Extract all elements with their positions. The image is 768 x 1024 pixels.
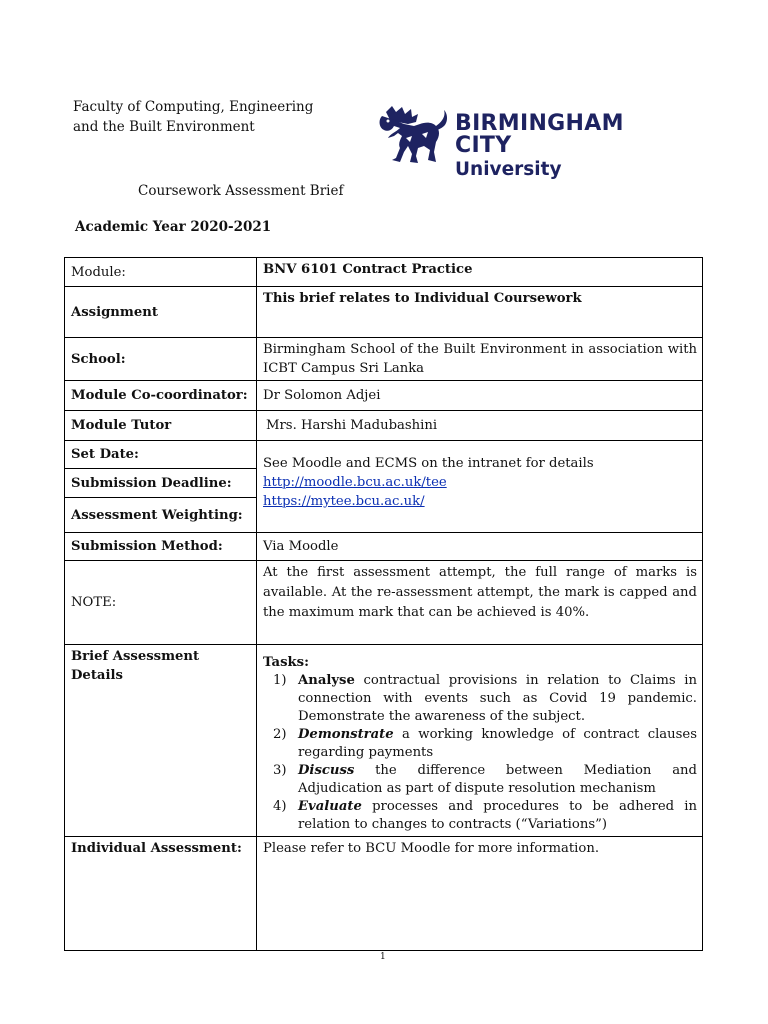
table-row-module [65,258,703,287]
document-title: Coursework Assessment Brief [138,183,344,199]
assignment-label: Assignment [65,287,257,338]
details-value [257,645,703,837]
individual-label: Individual Assessment: [65,837,257,951]
tutor-value-text: Mrs. Harshi Madubashini [266,418,438,433]
list-item [263,672,697,726]
note-label: NOTE: [65,561,257,645]
task-verb: Analyse [298,673,355,688]
list-item [263,798,697,834]
task-text: contractual provisions in relation to Claims in connection with events such as Covid 19 pandemic. Demonstrate the awareness of the subject. [298,673,697,724]
moodle-link[interactable]: http://moodle.bcu.ac.uk/tee [263,475,447,490]
logo-wordmark [455,113,678,180]
table-row-assignment [65,287,703,338]
method-label: Submission Method: [65,533,257,561]
table-row-set-date [65,441,703,469]
tutor-label: Module Tutor [65,411,257,441]
faculty-line-1: Faculty of Computing, Engineering [73,99,314,115]
table-row-coordinator [65,381,703,411]
tasks-label: Tasks: [263,655,309,670]
method-value: Via Moodle [257,533,703,561]
task-verb: Evaluate [298,799,362,814]
task-number: 3) [273,763,287,778]
faculty-line-2: and the Built Environment [73,119,255,135]
table-row-note [65,561,703,645]
list-item [263,762,697,798]
dates-value-cell [257,441,703,533]
faculty-name [73,97,313,137]
assignment-value: This brief relates to Individual Coursework [257,287,703,338]
dates-value: See Moodle and ECMS on the intranet for details [263,456,594,471]
school-label: School: [65,338,257,381]
academic-year: Academic Year 2020-2021 [75,219,272,235]
mytee-link[interactable]: https://mytee.bcu.ac.uk/ [263,494,425,509]
tutor-value [257,411,703,441]
task-verb: Demonstrate [298,727,394,742]
logo-line-2: University [455,159,562,180]
task-number: 1) [273,673,287,688]
list-item [263,726,697,762]
coordinator-value: Dr Solomon Adjei [257,381,703,411]
module-label [65,258,257,287]
table-row-details [65,645,703,837]
individual-value: Please refer to BCU Moodle for more information. [257,837,703,951]
lion-emblem-icon [378,106,448,168]
task-number: 2) [273,727,287,742]
page-number: 1 [380,952,386,962]
school-value: Birmingham School of the Built Environment in association with ICBT Campus Sri Lanka [257,338,703,381]
table-row-tutor [65,411,703,441]
task-text: a working knowledge of contract clauses regarding payments [298,727,697,760]
submission-deadline-label: Submission Deadline: [65,469,257,498]
table-row-method [65,533,703,561]
task-text: the difference between Mediation and Adjudication as part of dispute resolution mechanism [298,763,697,796]
table-row-individual [65,837,703,951]
set-date-label: Set Date: [65,441,257,469]
task-list [263,672,697,834]
task-number: 4) [273,799,287,814]
module-value: BNV 6101 Contract Practice [257,258,703,287]
task-verb: Discuss [298,763,355,778]
logo-line-1: BIRMINGHAM CITY [455,111,624,158]
details-label: Brief Assessment Details [65,645,257,837]
weighting-label: Assessment Weighting: [65,498,257,533]
note-value: At the first assessment attempt, the full range of marks is available. At the re-assessment attempt, the mark is capped and the maximum mark that can be achieved is 40%. [257,561,703,645]
table-row-school [65,338,703,381]
university-logo [378,106,678,180]
task-text: processes and procedures to be adhered in relation to changes to contracts (“Variations”) [298,799,697,832]
module-label-text: Module: [71,264,126,280]
brief-table [64,257,703,951]
coordinator-label: Module Co-coordinator: [65,381,257,411]
